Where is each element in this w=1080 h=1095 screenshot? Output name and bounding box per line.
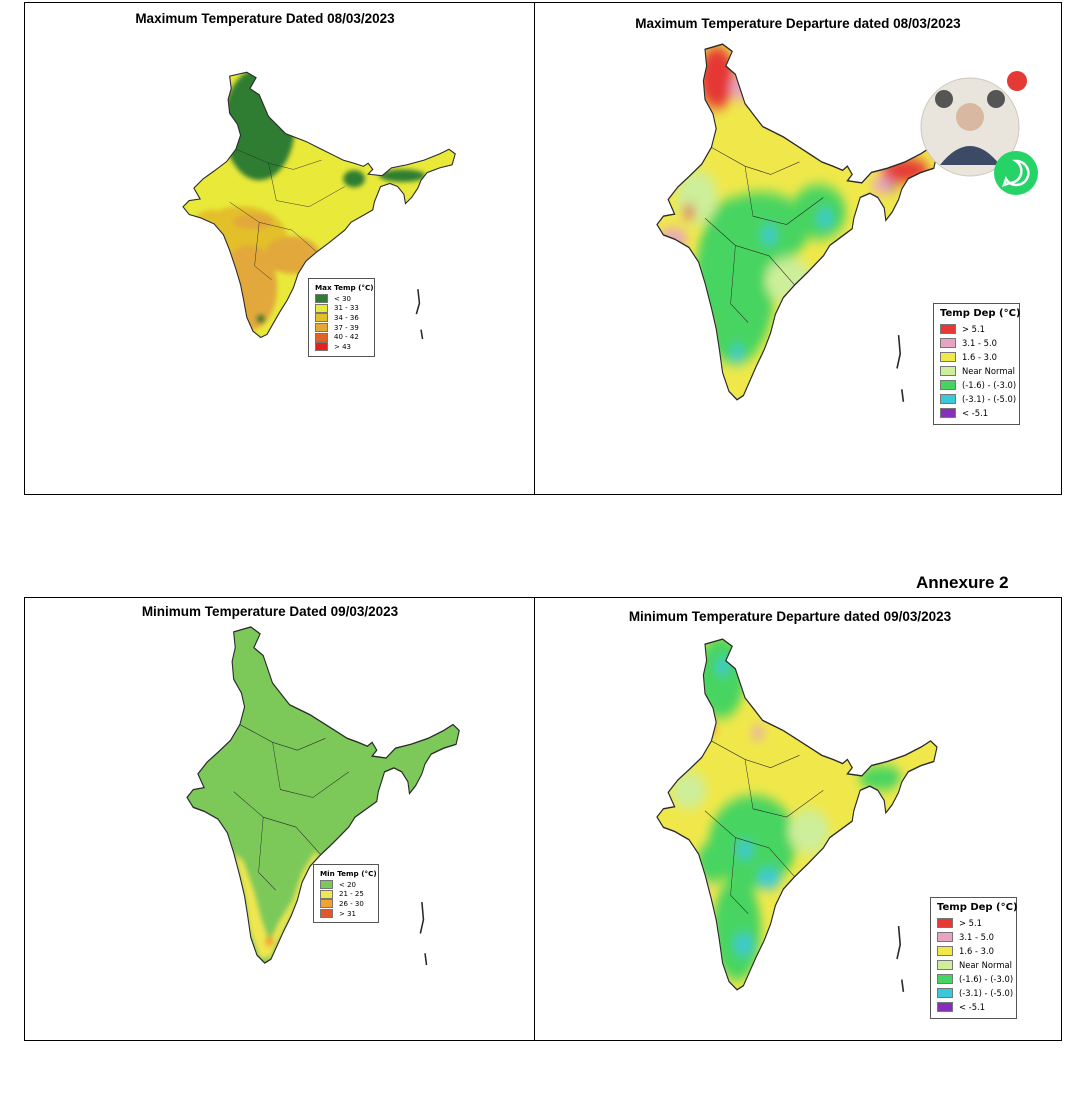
legend-swatch [320, 899, 333, 908]
dep-zone-red-north [705, 720, 715, 732]
legend-label: Near Normal [959, 960, 1012, 970]
legend-item [315, 342, 368, 352]
legend-swatch [320, 880, 333, 889]
dep-zone-pink-north [751, 727, 764, 739]
temp-zone-below-30-northeast [379, 169, 426, 181]
legend-item [940, 350, 1013, 364]
dep-zone-blue-3 [734, 934, 753, 955]
dep-zone-pink-west [699, 885, 709, 897]
legend-swatch [940, 338, 956, 348]
legend-item [320, 880, 372, 890]
legend-item [320, 899, 372, 909]
legend-swatch [320, 909, 333, 918]
dep-zone-near-normal-centre [765, 258, 813, 304]
legend-swatch [315, 304, 328, 313]
legend-label: 1.6 - 3.0 [959, 946, 994, 956]
legend-swatch [937, 946, 953, 956]
legend-item [940, 322, 1013, 336]
legend-label: 37 - 39 [334, 323, 359, 332]
legend-label: > 5.1 [962, 324, 985, 334]
legend-swatch [937, 974, 953, 984]
legend-swatch [315, 342, 328, 351]
legend-label: 21 - 25 [339, 890, 364, 899]
legend-label: > 31 [339, 909, 356, 918]
legend-item [315, 332, 368, 342]
legend-swatch [937, 918, 953, 928]
max-dep-map-title: Maximum Temperature Departure dated 08/03/2023 [635, 16, 961, 31]
legend-item [937, 958, 1010, 972]
andaman-islands [416, 289, 422, 339]
legend-label: < 20 [339, 880, 356, 889]
person-head-icon [956, 103, 984, 131]
max-temp-map-title: Maximum Temperature Dated 08/03/2023 [135, 11, 395, 26]
dep-zone-green-northeast [859, 766, 904, 791]
annexure-label: Annexure 2 [916, 573, 1009, 592]
min-dep-map-title: Minimum Temperature Departure dated 09/03/2023 [628, 609, 952, 624]
dep-zone-blue-2 [731, 346, 744, 363]
legend-item [315, 294, 368, 304]
floating-video-avatar[interactable] [920, 77, 1020, 177]
dep-zone-green-west [697, 842, 729, 883]
dep-zone-blue-1 [761, 227, 777, 244]
temp-zone-31-33 [113, 70, 463, 342]
temp-zone-37-39-central [264, 236, 320, 273]
legend-label: 3.1 - 5.0 [959, 932, 994, 942]
legend-swatch [315, 294, 328, 303]
min-temp-map-title: Minimum Temperature Dated 09/03/2023 [141, 604, 399, 619]
legend-label: > 43 [334, 342, 351, 351]
dep-zone-near-normal-west [671, 772, 706, 809]
dep-zone-blue-1 [737, 842, 753, 858]
min-temp-legend-title: Min Temp (°C) [320, 869, 377, 878]
whatsapp-icon[interactable] [994, 151, 1038, 195]
legend-item [937, 986, 1014, 1000]
legend-swatch [320, 890, 333, 899]
legend-item [937, 930, 1010, 944]
andaman-islands [420, 902, 426, 965]
legend-item [940, 364, 1013, 378]
legend-swatch [315, 333, 328, 342]
andaman-islands [897, 926, 903, 992]
min-dep-legend-title: Temp Dep (°C) [937, 902, 1018, 913]
legend-label: (-1.6) - (-3.0) [962, 380, 1017, 390]
max-temp-legend [308, 278, 375, 357]
legend-swatch [937, 932, 953, 942]
legend-item [937, 944, 1010, 958]
dep-zone-blue-2 [758, 868, 780, 889]
dep-zone-red-west-coast [702, 318, 712, 347]
legend-item [320, 890, 372, 900]
notification-dot-icon [1007, 71, 1027, 91]
min-dep-legend [930, 897, 1017, 1019]
temp-zone-below-30-north [223, 68, 295, 180]
andaman-islands [897, 335, 903, 402]
legend-item [320, 909, 372, 919]
legend-swatch [940, 352, 956, 362]
legend-label: < -5.1 [962, 408, 989, 418]
max-temp-legend-title: Max Temp (°C) [315, 283, 374, 292]
dep-zone-orange-northeast [899, 780, 912, 796]
dep-zone-green-east [791, 185, 845, 239]
max-dep-legend-title: Temp Dep (°C) [940, 308, 1021, 319]
legend-swatch [315, 323, 328, 332]
dep-zone-green-south [713, 878, 761, 981]
legend-label: (-3.1) - (-5.0) [959, 988, 1014, 998]
dep-zone-pink-north [730, 75, 752, 100]
min-temp-legend [313, 864, 379, 923]
legend-item [315, 313, 368, 323]
dep-zone-purple-northeast [889, 183, 895, 191]
legend-item [940, 406, 1013, 420]
min-temperature-map-panel [24, 597, 535, 1041]
legend-item [937, 916, 1010, 930]
max-temperature-departure-india-map [585, 41, 945, 406]
legend-label: 26 - 30 [339, 899, 364, 908]
legend-label: > 5.1 [959, 918, 982, 928]
legend-item [937, 1000, 1010, 1014]
max-temperature-departure-map-panel [534, 2, 1062, 495]
legend-label: 34 - 36 [334, 313, 359, 322]
legend-item [940, 392, 1017, 406]
min-temperature-departure-map-panel [534, 597, 1062, 1041]
temp-zone-below-30-east [343, 170, 365, 187]
legend-swatch [937, 1002, 953, 1012]
legend-swatch [937, 960, 953, 970]
min-temperature-india-map [117, 624, 467, 969]
min-zone-26-30-spot [265, 936, 274, 946]
dep-zone-blue-3 [817, 210, 833, 227]
temp-zone-below-30-south-spot [256, 314, 265, 323]
legend-swatch [940, 366, 956, 376]
legend-item [940, 336, 1013, 350]
legend-label: (-1.6) - (-3.0) [959, 974, 1014, 984]
legend-label: 40 - 42 [334, 333, 359, 342]
max-temperature-india-map [113, 31, 463, 381]
temp-zone-37-39-west [233, 214, 273, 230]
legend-swatch [940, 408, 956, 418]
min-temperature-departure-india-map [585, 636, 945, 996]
max-dep-legend [933, 303, 1020, 425]
legend-label: < -5.1 [959, 1002, 986, 1012]
legend-item [940, 378, 1017, 392]
legend-swatch [940, 324, 956, 334]
legend-label: 1.6 - 3.0 [962, 352, 997, 362]
max-temperature-map-panel [24, 2, 535, 495]
legend-label: < 30 [334, 294, 351, 303]
legend-item [315, 304, 368, 314]
legend-label: (-3.1) - (-5.0) [962, 394, 1017, 404]
legend-swatch [940, 380, 956, 390]
avatar-background-ornament [987, 90, 1005, 108]
legend-item [315, 323, 368, 333]
avatar-background-ornament [935, 90, 953, 108]
legend-swatch [940, 394, 956, 404]
legend-swatch [937, 988, 953, 998]
legend-item [937, 972, 1014, 986]
legend-label: 3.1 - 5.0 [962, 338, 997, 348]
legend-label: 31 - 33 [334, 304, 359, 313]
dep-zone-near-normal-west [676, 170, 718, 224]
min-zone-below-20 [117, 624, 467, 969]
legend-label: Near Normal [962, 366, 1015, 376]
legend-swatch [315, 313, 328, 322]
dep-zone-red-west [683, 206, 696, 219]
